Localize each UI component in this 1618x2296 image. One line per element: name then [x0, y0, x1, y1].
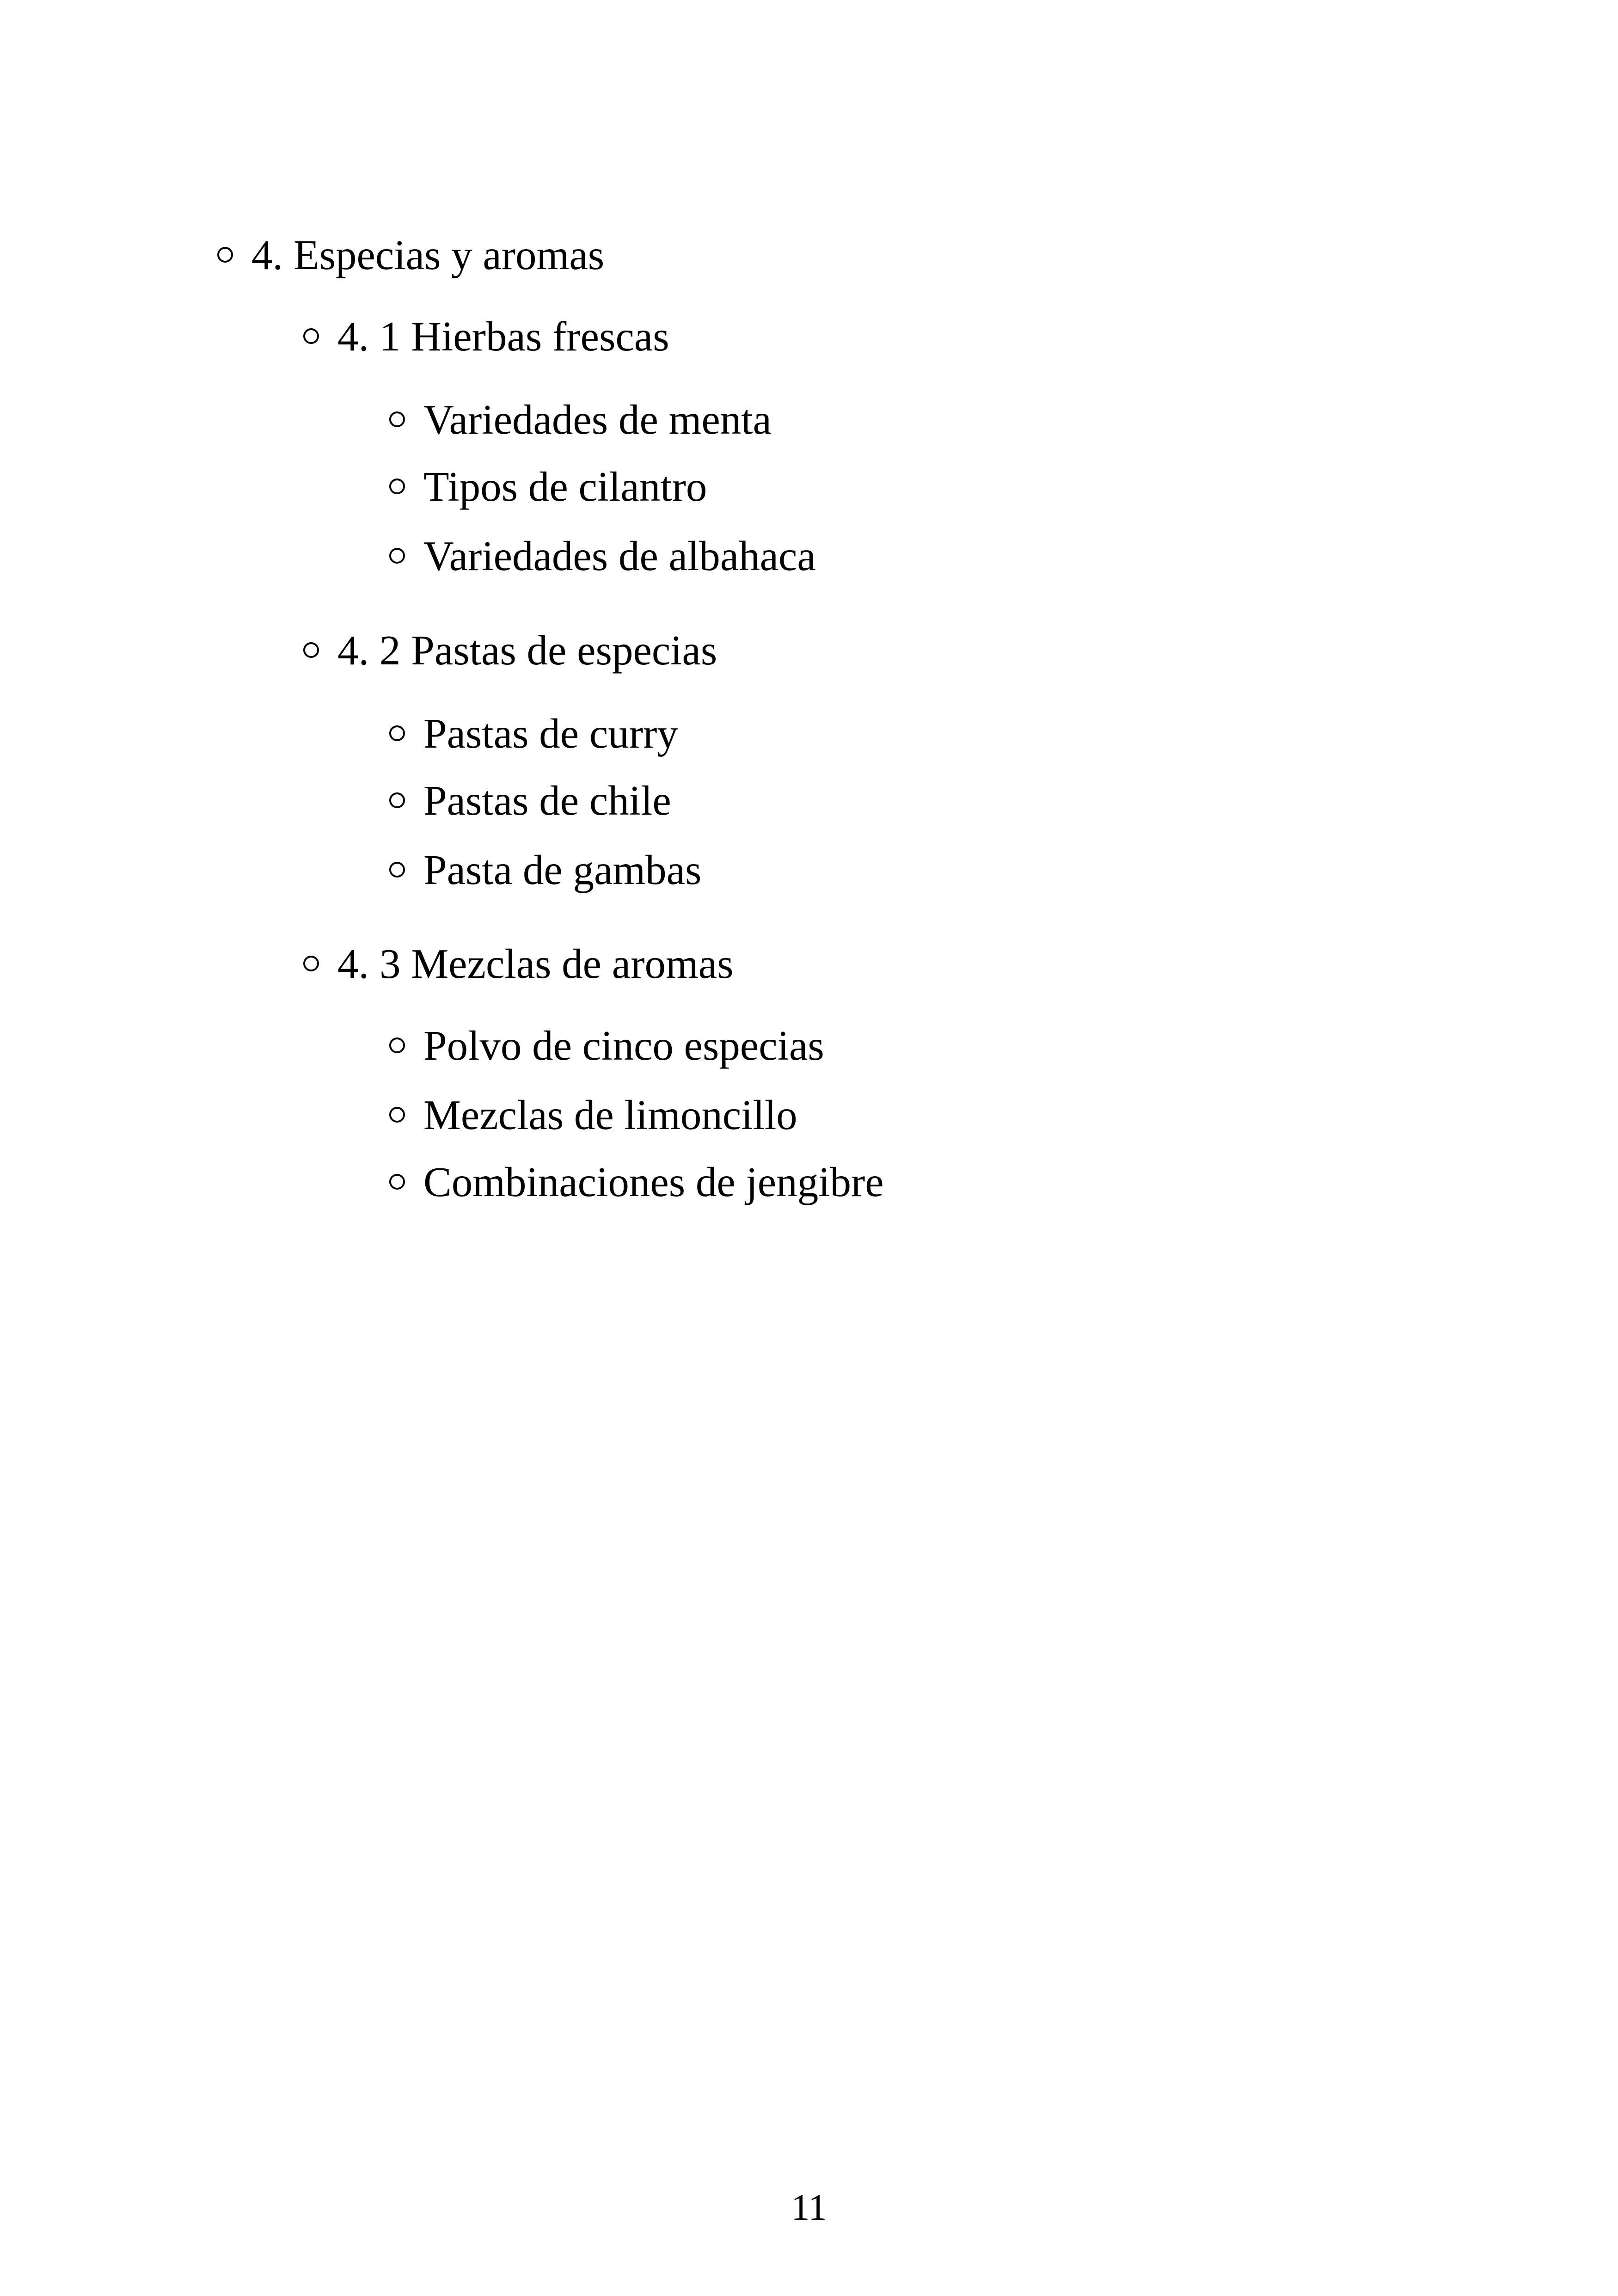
hollow-circle-bullet-icon [389, 479, 405, 494]
outline-subsection-item [303, 306, 669, 366]
hollow-circle-bullet-icon [389, 862, 405, 878]
list-item-text: Pastas de chile [423, 777, 671, 824]
list-item-text: Tipos de cilantro [423, 463, 707, 510]
hollow-circle-bullet-icon [389, 1037, 405, 1053]
list-item-text: Combinaciones de jengibre [423, 1158, 884, 1205]
outline-list-item [389, 1152, 884, 1212]
subsection-title: 4. 2 Pastas de especias [337, 626, 717, 674]
outline-list-item [389, 1085, 797, 1145]
hollow-circle-bullet-icon [303, 956, 319, 971]
subsection-title: 4. 1 Hierbas frescas [337, 313, 669, 360]
outline-list-item [389, 389, 772, 449]
outline-list-item [389, 703, 678, 763]
list-item-text: Pasta de gambas [423, 846, 702, 893]
hollow-circle-bullet-icon [303, 642, 319, 658]
outline-list-item [389, 456, 707, 516]
outline-section-item [217, 225, 604, 285]
outline-list-item [389, 770, 671, 830]
outline-subsection-item [303, 933, 734, 994]
hollow-circle-bullet-icon [217, 247, 233, 263]
hollow-circle-bullet-icon [303, 328, 319, 344]
hollow-circle-bullet-icon [389, 725, 405, 741]
hollow-circle-bullet-icon [389, 1174, 405, 1190]
list-item-text: Polvo de cinco especias [423, 1022, 824, 1069]
hollow-circle-bullet-icon [389, 792, 405, 808]
list-item-text: Variedades de menta [423, 396, 772, 443]
outline-list-item [389, 526, 816, 586]
page-number: 11 [791, 2187, 827, 2228]
outline-subsection-item [303, 620, 717, 680]
list-item-text: Variedades de albahaca [423, 532, 816, 579]
outline-list-item [389, 1015, 824, 1075]
outline-list-item [389, 840, 701, 900]
hollow-circle-bullet-icon [389, 411, 405, 427]
section-title: 4. Especias y aromas [251, 231, 605, 278]
hollow-circle-bullet-icon [389, 1107, 405, 1123]
list-item-text: Mezclas de limoncillo [423, 1091, 797, 1138]
list-item-text: Pastas de curry [423, 710, 678, 757]
subsection-title: 4. 3 Mezclas de aromas [337, 940, 734, 987]
hollow-circle-bullet-icon [389, 548, 405, 564]
